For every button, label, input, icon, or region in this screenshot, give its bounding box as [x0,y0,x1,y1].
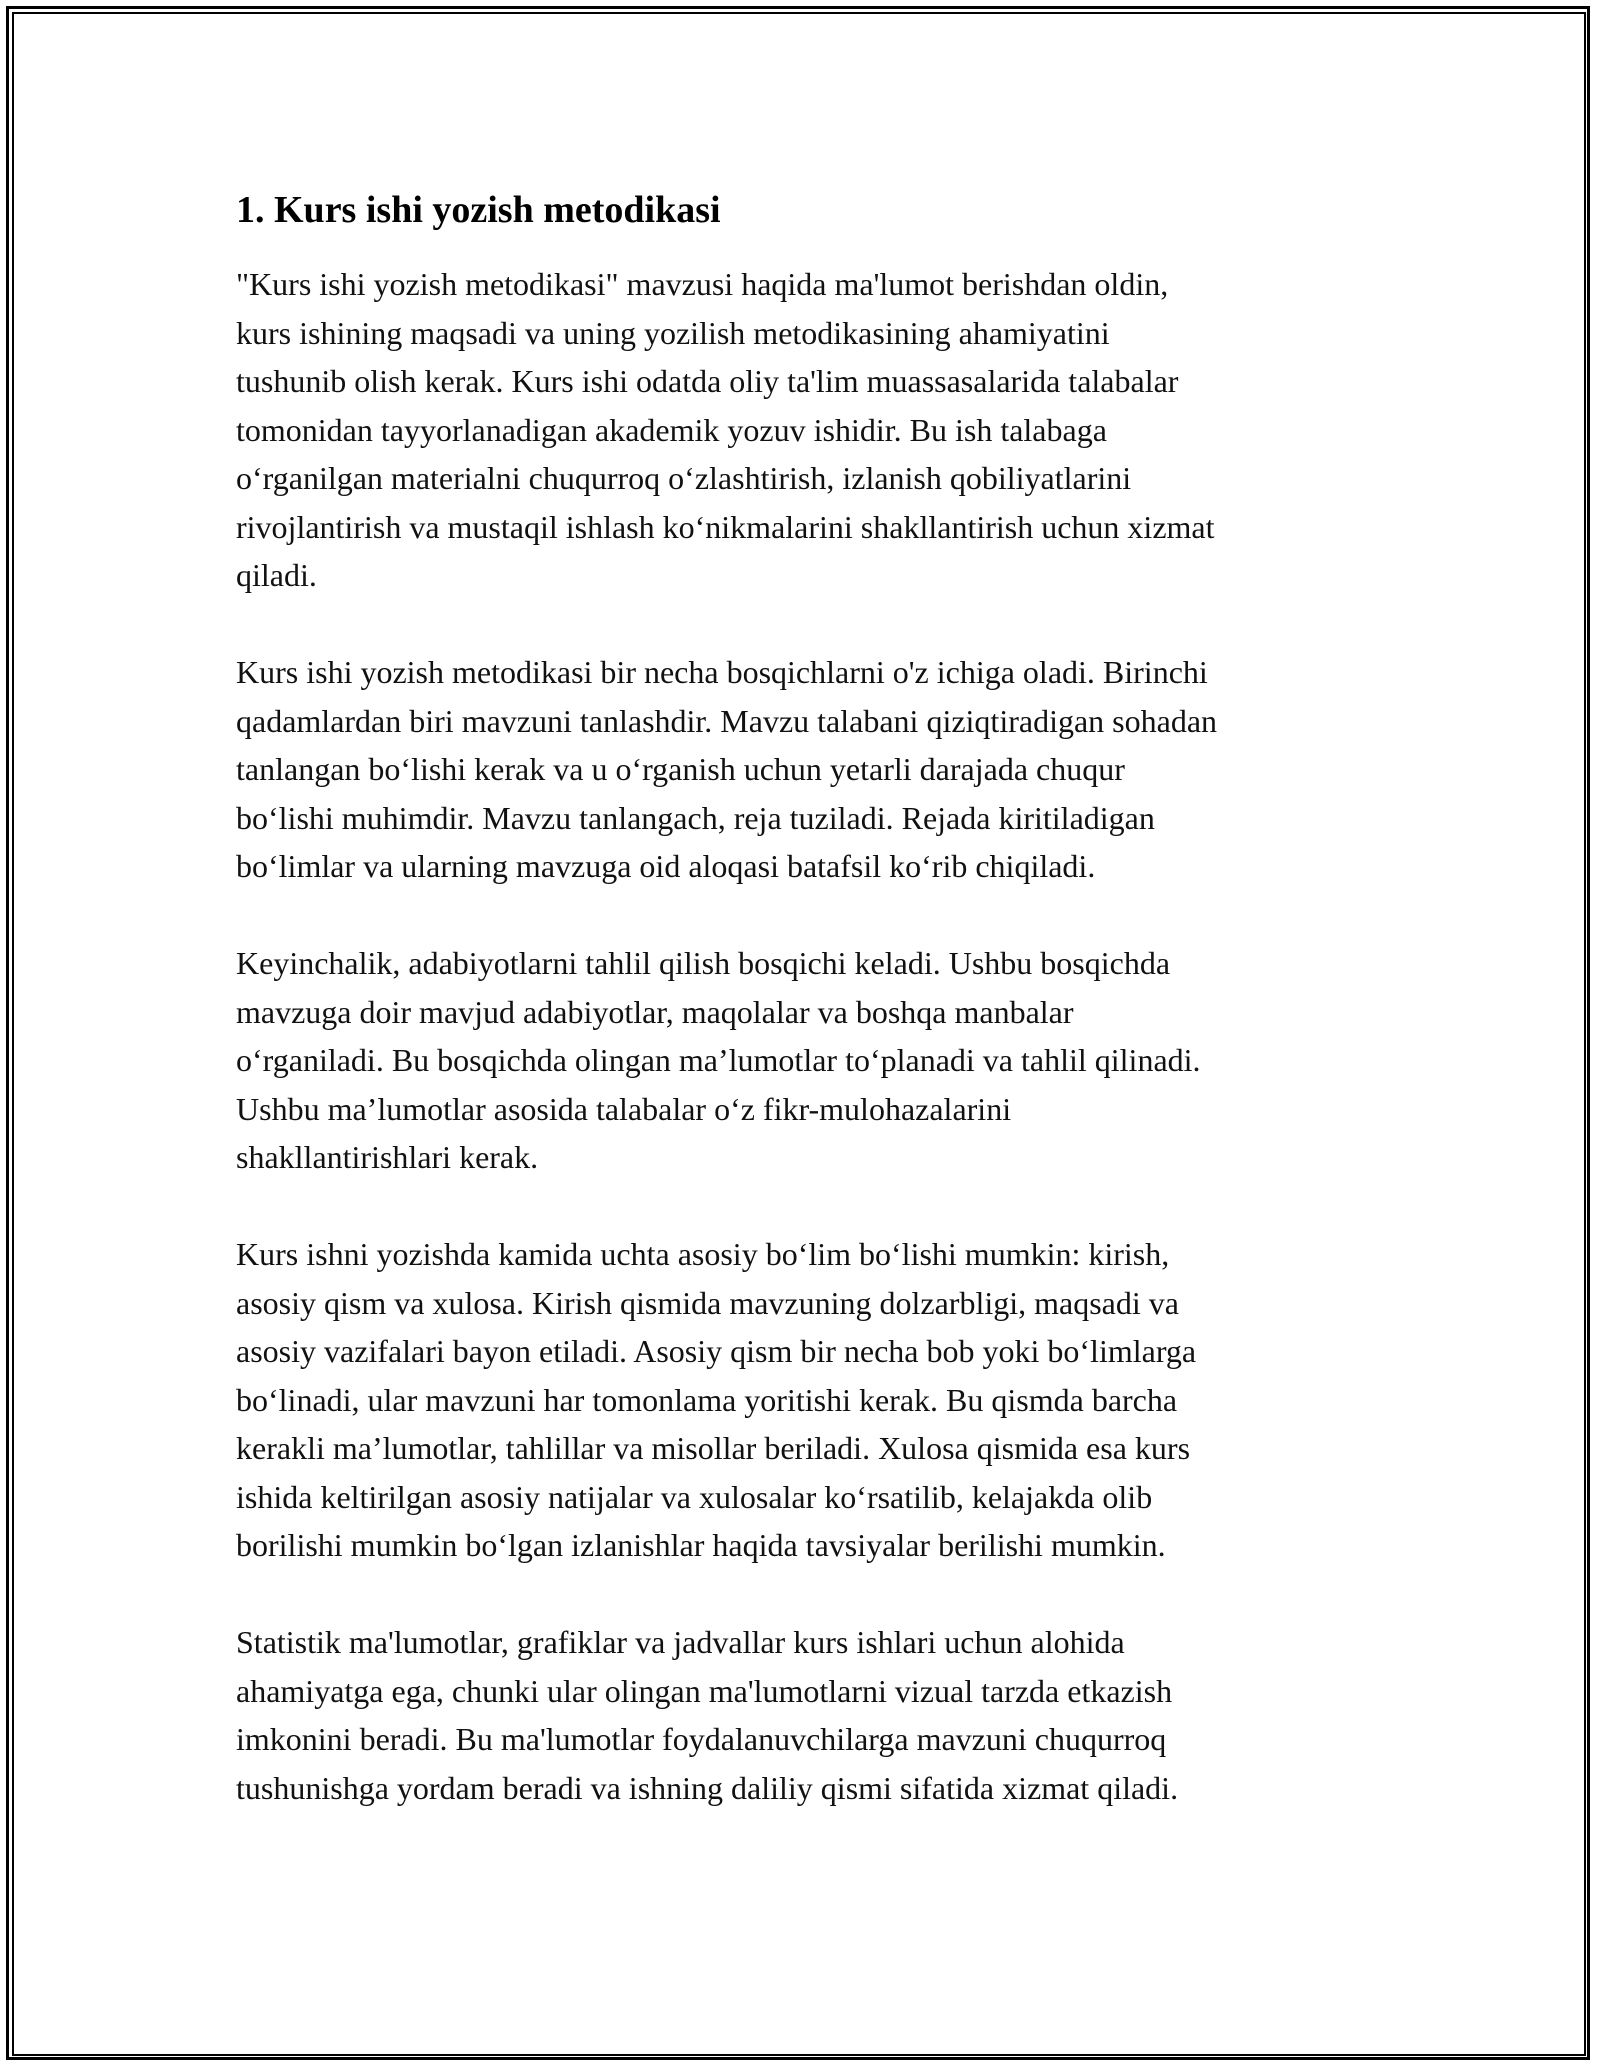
paragraph-intro: "Kurs ishi yozish metodikasi" mavzusi haqida ma'lumot berishdan oldin, kurs ishining maqsadi va uning yozilish metodikasining ahamiyatini tushunib olish kerak. Kurs ishi odatda oliy ta'lim muassasalarida talabalar tomonidan tayyorlanadigan akademik yozuv ishidir. Bu ish talabaga o‘rganilgan materialni chuqurroq o‘zlashtirish, izlanish qobiliyatlarini rivojlantirish va mustaqil ishlash ko‘nikmalarini shakllantirish uchun xizmat qiladi. [236,266,1215,593]
paragraph-structure: Kurs ishni yozishda kamida uchta asosiy bo‘lim bo‘lishi mumkin: kirish, asosiy qism va xulosa. Kirish qismida mavzuning dolzarbligi, maqsadi va asosiy vazifalari bayon etiladi. Asosiy qism bir necha bob yoki bo‘limlarga bo‘linadi, ular mavzuni har tomonlama yoritishi kerak. Bu qismda barcha kerakli ma’lumotlar, tahlillar va misollar beriladi. Xulosa qismida esa kurs ishida keltirilgan asosiy natijalar va xulosalar ko‘rsatilib, kelajakda olib borilishi mumkin bo‘lgan izlanishlar haqida tavsiyalar berilishi mumkin. [236,1236,1197,1563]
document-title: 1. Kurs ishi yozish metodikasi [236,189,721,231]
paragraph-statistics: Statistik ma'lumotlar, grafiklar va jadvallar kurs ishlari uchun alohida ahamiyatga ega, chunki ular olingan ma'lumotlarni vizual tarzda etkazish imkonini beradi. Bu ma'lumotlar foydalanuvchilarga mavzuni chuqurroq tushunishga yordam beradi va ishning daliliy qismi sifatida xizmat qiladi. [236,1624,1179,1806]
paragraph-literature: Keyinchalik, adabiyotlarni tahlil qilish bosqichi keladi. Ushbu bosqichda mavzuga doir mavjud adabiyotlar, maqolalar va boshqa manbalar o‘rganiladi. Bu bosqichda olingan ma’lumotlar to‘planadi va tahlil qilinadi. Ushbu ma’lumotlar asosida talabalar o‘z fikr-mulohazalarini shakllantirishlari kerak. [236,945,1201,1175]
document-body [236,186,1386,1861]
paragraph-stages: Kurs ishi yozish metodikasi bir necha bosqichlarni o'z ichiga oladi. Birinchi qadamlardan biri mavzuni tanlashdir. Mavzu talabani qiziqtiradigan sohadan tanlangan bo‘lishi kerak va u o‘rganish uchun yetarli darajada chuqur bo‘lishi muhimdir. Mavzu tanlangach, reja tuziladi. Rejada kiritiladigan bo‘limlar va ularning mavzuga oid aloqasi batafsil ko‘rib chiqiladi. [236,654,1218,884]
